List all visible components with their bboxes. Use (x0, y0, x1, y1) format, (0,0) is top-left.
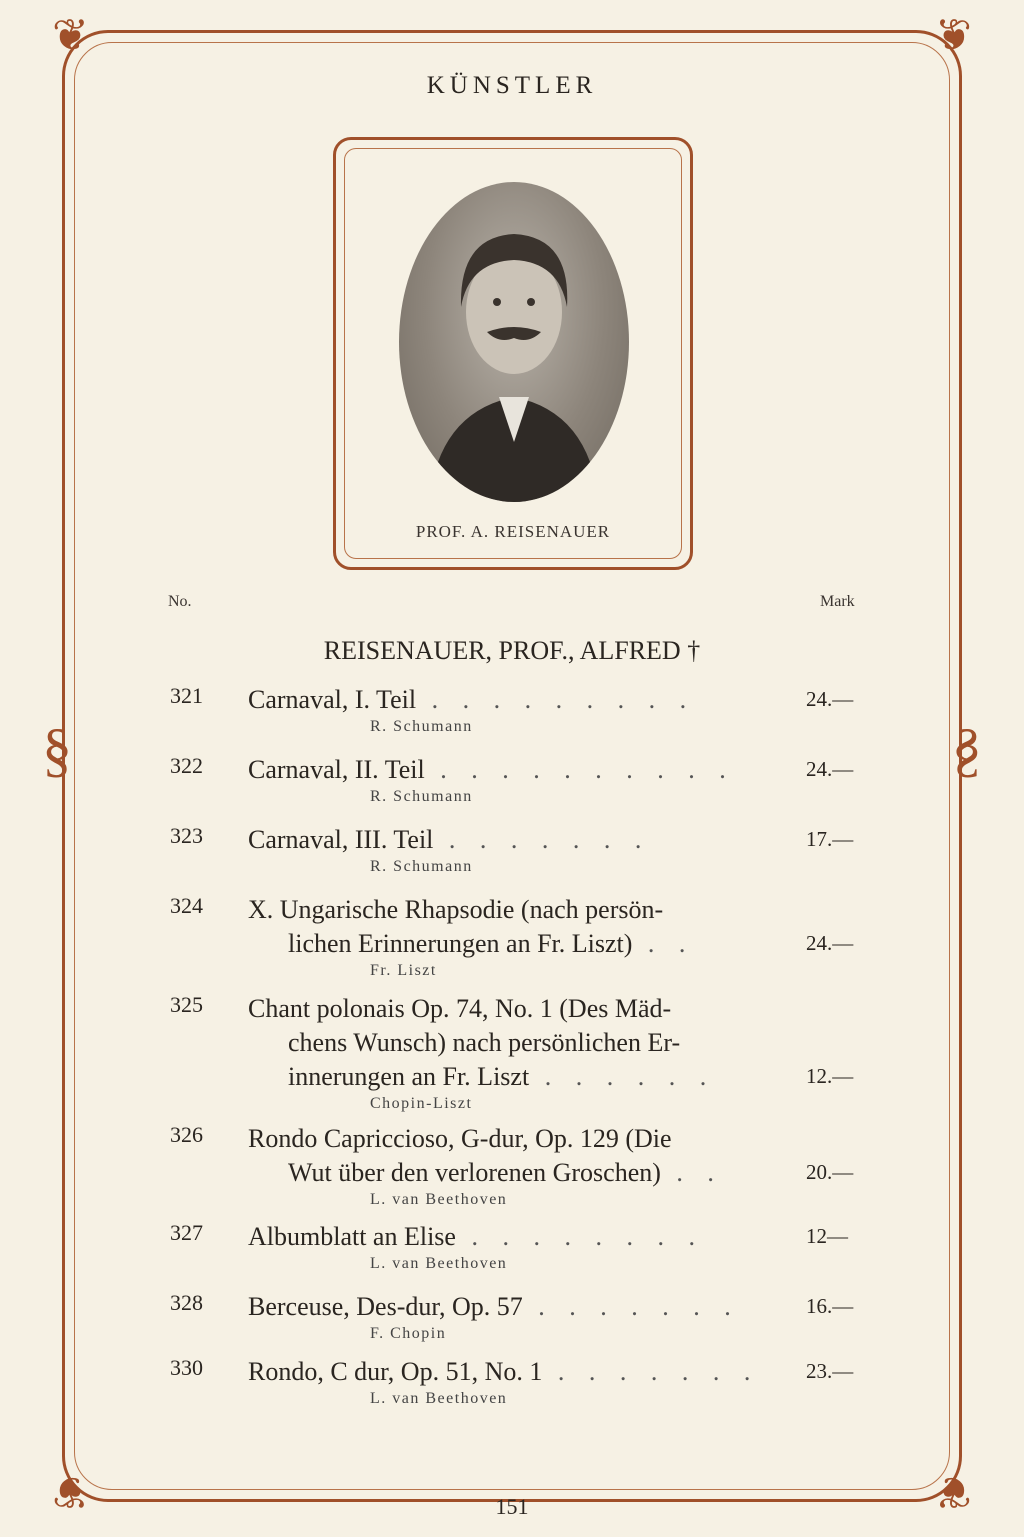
ornament-scroll-icon: § (952, 717, 982, 783)
entry-number: 330 (170, 1355, 203, 1380)
leader-dots: . . . . . . . . . . (424, 755, 735, 784)
entry-title-line: lichen Erinnerungen an Fr. Liszt) . . (288, 929, 695, 958)
entry-title-line: X. Ungarische Rhapsodie (nach persön- (248, 895, 664, 924)
leader-dots: . . . . . . . . . (416, 685, 696, 714)
entry-price: 24.— (806, 931, 854, 955)
entry-composer: R. Schumann (370, 858, 473, 875)
ornament-curl-icon: ❦ (52, 11, 89, 60)
entry-title (248, 753, 768, 787)
ornament-curl-icon: ❦ (52, 1467, 89, 1516)
portrait-frame (333, 137, 693, 570)
entry-title (248, 1122, 768, 1190)
entry-title-line: chens Wunsch) nach persönlichen Er- (288, 1028, 681, 1057)
portrait-photo (399, 182, 629, 502)
leader-dots: . . . . . . . (433, 825, 651, 854)
entry-title (248, 992, 768, 1094)
entry-number: 321 (170, 683, 203, 708)
entry-composer: R. Schumann (370, 788, 473, 805)
entry-title-line: Albumblatt an Elise . . . . . . . . (248, 1222, 704, 1251)
entry-composer: R. Schumann (370, 718, 473, 735)
ornament-scroll-icon: § (42, 717, 72, 783)
entry-price: 24.— (806, 757, 854, 781)
entry-composer: Chopin-Liszt (370, 1095, 473, 1112)
entry-number: 328 (170, 1290, 203, 1315)
entry-composer: F. Chopin (370, 1325, 447, 1342)
leader-dots: . . . . . . (529, 1062, 716, 1091)
entry-title (248, 823, 768, 857)
entry-number: 326 (170, 1122, 203, 1147)
leader-dots: . . (632, 929, 695, 958)
entry-title-line: Carnaval, I. Teil . . . . . . . . . (248, 685, 696, 714)
ornament-curl-icon: ❦ (935, 11, 972, 60)
entry-title-line: Rondo Capriccioso, G-dur, Op. 129 (Die (248, 1124, 672, 1153)
entry-title-line: Wut über den verlorenen Groschen) . . (288, 1158, 723, 1187)
entry-number: 322 (170, 753, 203, 778)
entry-number: 323 (170, 823, 203, 848)
entry-number: 325 (170, 992, 203, 1017)
leader-dots: . . (660, 1158, 723, 1187)
leader-dots: . . . . . . . . (455, 1222, 704, 1251)
entry-price: 17.— (806, 827, 854, 851)
column-header-mark: Mark (820, 593, 855, 610)
entry-price: 24.— (806, 687, 854, 711)
entry-title-line: Berceuse, Des-dur, Op. 57 . . . . . . . (248, 1292, 740, 1321)
entry-title-line: Rondo, C dur, Op. 51, No. 1 . . . . . . . (248, 1357, 760, 1386)
entry-title-line: Carnaval, III. Teil . . . . . . . (248, 825, 651, 854)
entry-number: 324 (170, 893, 203, 918)
entry-composer: Fr. Liszt (370, 962, 437, 979)
entry-title-line: Carnaval, II. Teil . . . . . . . . . . (248, 755, 735, 784)
entry-title-line: innerungen an Fr. Liszt . . . . . . (288, 1062, 716, 1091)
entry-price: 12— (806, 1224, 848, 1248)
portrait-figure (399, 182, 629, 502)
entry-composer: L. van Beethoven (370, 1390, 508, 1407)
entry-title (248, 1220, 768, 1254)
artist-heading: REISENAUER, PROF., ALFRED † (323, 636, 701, 665)
entry-composer: L. van Beethoven (370, 1255, 508, 1272)
entry-title (248, 1355, 768, 1389)
entry-title (248, 683, 768, 717)
entry-price: 16.— (806, 1294, 854, 1318)
leader-dots: . . . . . . . (542, 1357, 760, 1386)
entry-title (248, 1290, 768, 1324)
ornament-curl-icon: ❦ (935, 1467, 972, 1516)
entry-number: 327 (170, 1220, 203, 1245)
entry-price: 12.— (806, 1064, 854, 1088)
page-header: KÜNSTLER (426, 72, 598, 99)
entry-title (248, 893, 768, 961)
leader-dots: . . . . . . . (522, 1292, 740, 1321)
entry-price: 20.— (806, 1160, 854, 1184)
page-number: 151 (495, 1494, 529, 1519)
entry-title-line: Chant polonais Op. 74, No. 1 (Des Mäd- (248, 994, 672, 1023)
entry-price: 23.— (806, 1359, 854, 1383)
portrait-caption: PROF. A. REISENAUER (415, 522, 611, 541)
column-header-no: No. (168, 593, 192, 610)
entry-composer: L. van Beethoven (370, 1191, 508, 1208)
